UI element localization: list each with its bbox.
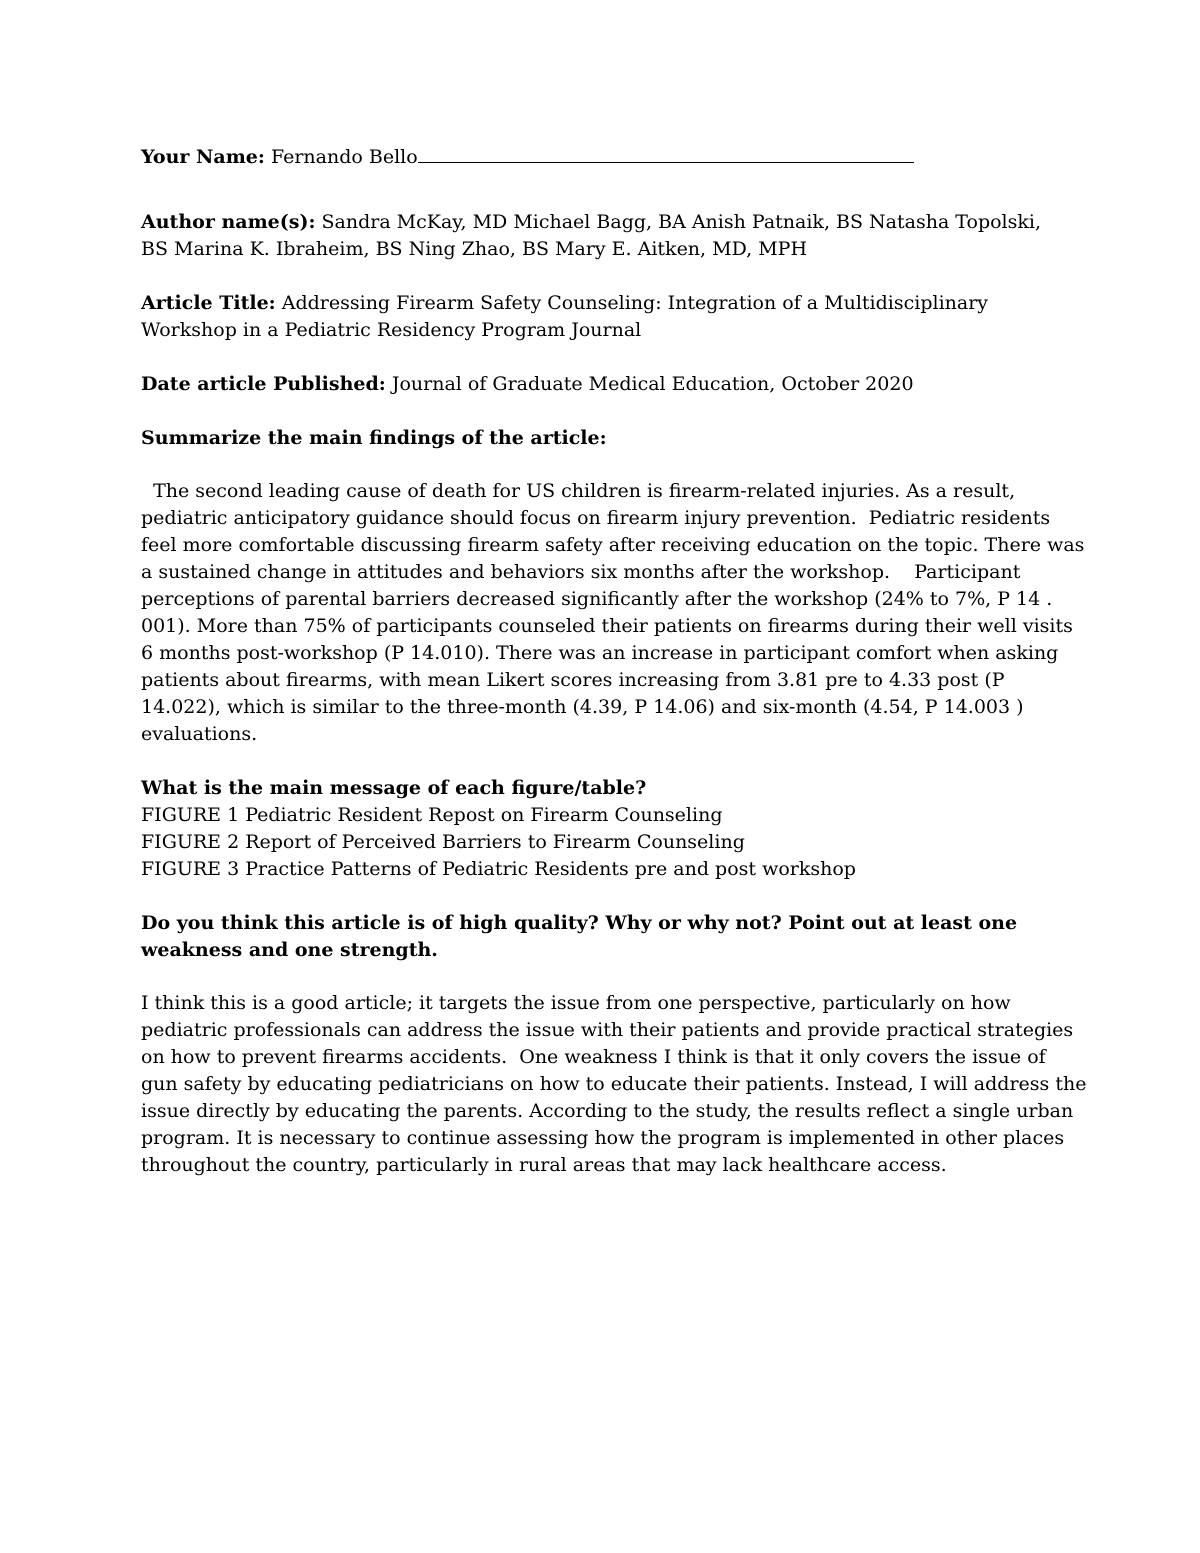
summary-line: 6 months post-workshop (P 14.010). There was an increase in participant comfort when asking (141, 642, 1059, 664)
name-underline (418, 142, 914, 163)
article-title-line-1 (141, 290, 1066, 317)
summary-line: pediatric anticipatory guidance should focus on firearm injury prevention. Pediatric residents (141, 507, 1051, 529)
quality-question-line: Do you think this article is of high quality? Why or why not? Point out at least one (141, 912, 1018, 934)
quality-section (141, 910, 1087, 1179)
summary-line: 001). More than 75% of participants counseled their patients on firearms during their well visits (141, 615, 1073, 637)
summary-line: 14.022), which is similar to the three-month (4.39, P 14.06) and six-month (4.54, P 14.003 ) (141, 696, 1024, 718)
summary-line: The second leading cause of death for US children is firearm-related injuries. As a result, (141, 480, 1016, 502)
quality-answer-line: issue directly by educating the parents. According to the study, the results reflect a single urban (141, 1100, 1074, 1122)
your-name-row (141, 142, 1066, 171)
article-title-label: Article Title: (141, 292, 276, 314)
date-published-label: Date article Published: (141, 373, 386, 395)
quality-answer-line: program. It is necessary to continue assessing how the program is implemented in other places (141, 1127, 1065, 1149)
summary-section (141, 425, 1085, 748)
figures-section (141, 775, 1066, 883)
date-published-line (141, 371, 1066, 398)
document-page (141, 142, 1087, 1179)
quality-answer-line: gun safety by educating pediatricians on how to educate their patients. Instead, I will address the (141, 1073, 1087, 1095)
article-title-text-1: Addressing Firearm Safety Counseling: Integration of a Multidisciplinary (275, 292, 989, 314)
figure-item: FIGURE 3 Practice Patterns of Pediatric Residents pre and post workshop (141, 858, 856, 880)
quality-question-line: weakness and one strength. (141, 939, 438, 961)
quality-answer-line: pediatric professionals can address the issue with their patients and provide practical strategies (141, 1019, 1074, 1041)
authors-text-1: Sandra McKay, MD Michael Bagg, BA Anish Patnaik, BS Natasha Topolski, (315, 211, 1042, 233)
authors-label: Author name(s): (141, 211, 316, 233)
date-published-section (141, 371, 1066, 398)
summary-answer (141, 478, 1085, 748)
authors-line-1 (141, 209, 1066, 236)
summary-line: a sustained change in attitudes and behaviors six months after the workshop. Participant (141, 561, 1021, 583)
article-title-section (141, 290, 1066, 344)
article-title-text-2: Workshop in a Pediatric Residency Program Journal (141, 319, 642, 341)
quality-answer-line: throughout the country, particularly in rural areas that may lack healthcare access. (141, 1154, 947, 1176)
summary-line: evaluations. (141, 723, 258, 745)
figure-item: FIGURE 2 Report of Perceived Barriers to Firearm Counseling (141, 831, 745, 853)
summary-line: patients about firearms, with mean Likert scores increasing from 3.81 pre to 4.33 post (P (141, 669, 1005, 691)
date-published-value: Journal of Graduate Medical Education, October 2020 (385, 373, 914, 395)
authors-text-2: BS Marina K. Ibraheim, BS Ning Zhao, BS Mary E. Aitken, MD, MPH (141, 238, 808, 260)
quality-answer-line: on how to prevent firearms accidents. One weakness I think is that it only covers the issue of (141, 1046, 1046, 1068)
quality-answer (141, 990, 1087, 1179)
your-name-value: Fernando Bello (264, 146, 418, 168)
summary-question: Summarize the main findings of the article: (141, 427, 607, 449)
figures-question: What is the main message of each figure/table? (141, 777, 647, 799)
figure-item: FIGURE 1 Pediatric Resident Repost on Firearm Counseling (141, 804, 723, 826)
summary-line: feel more comfortable discussing firearm safety after receiving education on the topic. There was (141, 534, 1085, 556)
quality-answer-line: I think this is a good article; it targets the issue from one perspective, particularly on how (141, 992, 1011, 1014)
your-name-label: Your Name: (141, 146, 265, 168)
summary-line: perceptions of parental barriers decreased significantly after the workshop (24% to 7%, P 14 . (141, 588, 1053, 610)
authors-section (141, 209, 1066, 263)
